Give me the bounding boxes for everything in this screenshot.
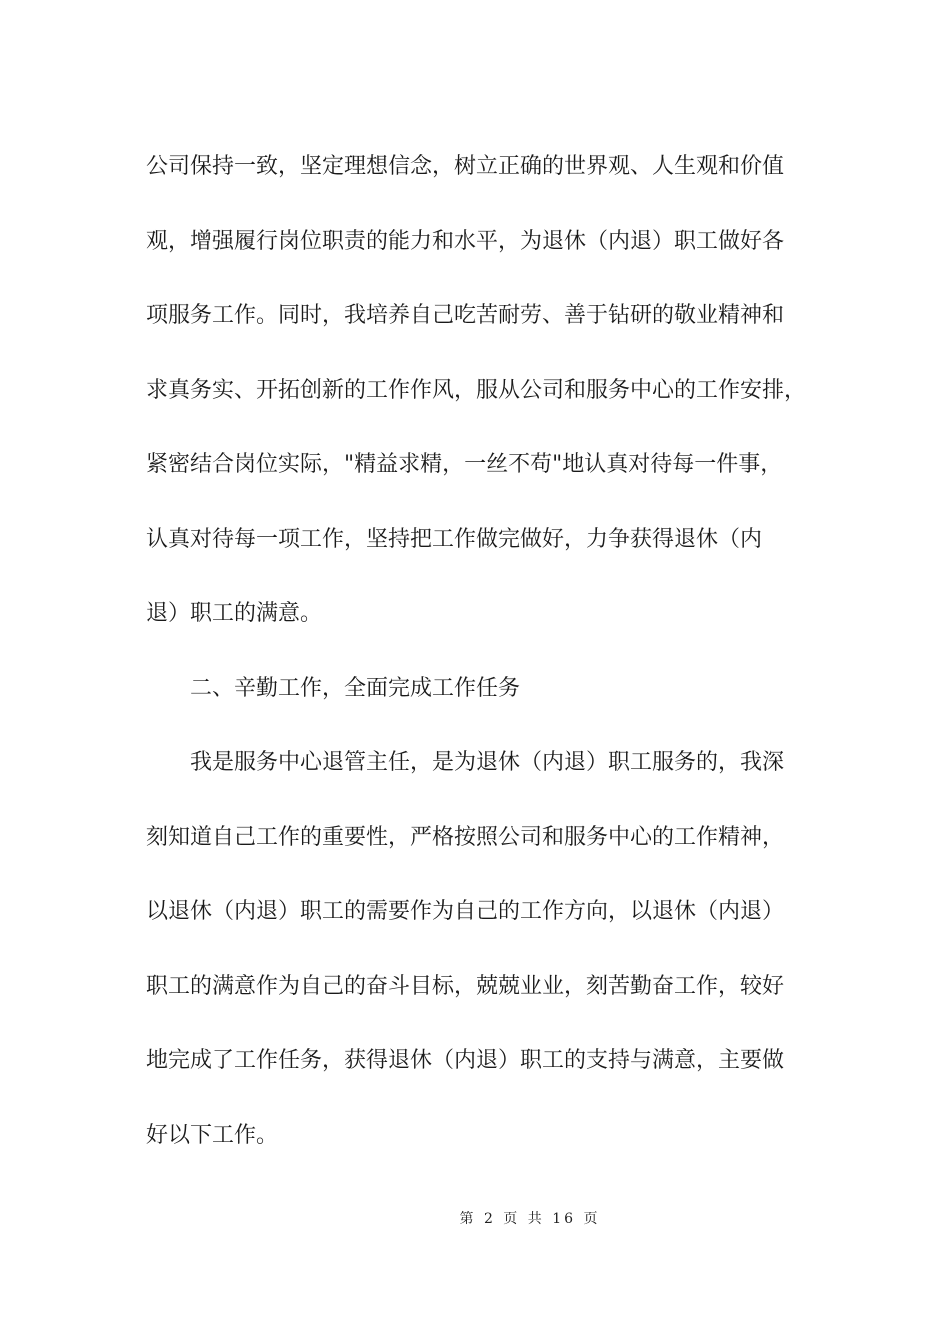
body-line: 项服务工作。同时，我培养自己吃苦耐劳、善于钻研的敬业精神和 (146, 303, 785, 328)
body-line: 职工的满意作为自己的奋斗目标，兢兢业业，刻苦勤奋工作，较好 (146, 973, 785, 999)
body-line: 我是服务中心退管主任，是为退休（内退）职工服务的，我深 (190, 750, 785, 775)
body-line: 刻知道自己工作的重要性，严格按照公司和服务中心的工作精神， (146, 824, 785, 850)
body-line: 观，增强履行岗位职责的能力和水平，为退休（内退）职工做好各 (146, 228, 785, 254)
page-number-footer: 第 2 页 共 16 页 (459, 1211, 601, 1227)
document-body (146, 130, 816, 1173)
body-line: 退）职工的满意。 (146, 601, 323, 626)
body-line: 认真对待每一项工作，坚持把工作做完做好，力争获得退休（内 (146, 526, 763, 552)
section-heading: 二、辛勤工作，全面完成工作任务 (190, 675, 521, 701)
body-line: 地完成了工作任务，获得退休（内退）职工的支持与满意，主要做 (146, 1048, 785, 1073)
body-line: 紧密结合岗位实际，"精益求精，一丝不苟"地认真对待每一件事， (146, 452, 783, 477)
body-line: 好以下工作。 (146, 1122, 279, 1148)
body-line: 求真务实、开拓创新的工作作风，服从公司和服务中心的工作安排， (146, 377, 807, 403)
body-line: 公司保持一致，坚定理想信念，树立正确的世界观、人生观和价值 (146, 154, 785, 179)
body-line: 以退休（内退）职工的需要作为自己的工作方向，以退休（内退） (146, 899, 785, 924)
